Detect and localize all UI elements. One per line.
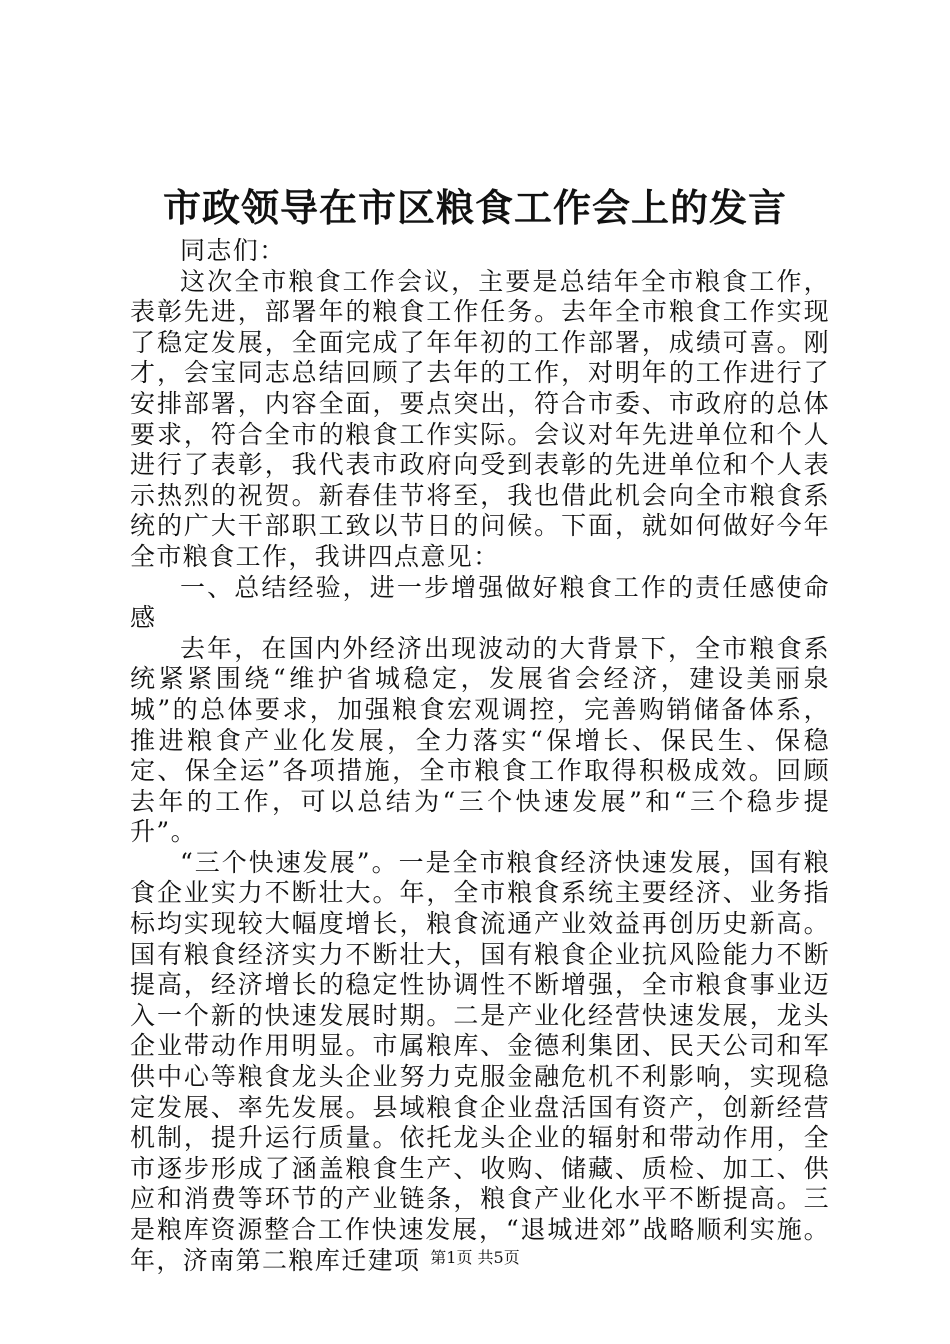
document-body xyxy=(130,236,830,1276)
paragraph-review: 去年，在国内外经济出现波动的大背景下，全市粮食系统紧紧围绕“维护省城稳定，发展省会经济，建设美丽泉城”的总体要求，加强粮食宏观调控，完善购销储备体系，推进粮食产业化发展，全力落实“保增长、保民生、保稳定、保全运”各项措施，全市粮食工作取得积极成效。回顾去年的工作，可以总结为“三个快速发展”和“三个稳步提升”。 xyxy=(130,633,830,847)
section-heading: 一、总结经验，进一步增强做好粮食工作的责任感使命感 xyxy=(130,572,830,633)
paragraph-three-developments: “三个快速发展”。一是全市粮食经济快速发展，国有粮食企业实力不断壮大。年，全市粮食系统主要经济、业务指标均实现较大幅度增长，粮食流通产业效益再创历史新高。国有粮食经济实力不断壮大，国有粮食企业抗风险能力不断提高，经济增长的稳定性协调性不断增强，全市粮食事业迈入一个新的快速发展时期。二是产业化经营快速发展，龙头企业带动作用明显。市属粮库、金德利集团、民天公司和军供中心等粮食龙头企业努力克服金融危机不利影响，实现稳定发展、率先发展。县域粮食企业盘活国有资产，创新经营机制，提升运行质量。依托龙头企业的辐射和带动作用，全市逐步形成了涵盖粮食生产、收购、储藏、质检、加工、供应和消费等环节的产业链条，粮食产业化水平不断提高。三是粮库资源整合工作快速发展，“退城进郊”战略顺利实施。年，济南第二粮库迁建项 xyxy=(130,847,830,1275)
paragraph-intro: 这次全市粮食工作会议，主要是总结年全市粮食工作，表彰先进，部署年的粮食工作任务。去年全市粮食工作实现了稳定发展，全面完成了年年初的工作部署，成绩可喜。刚才，会宝同志总结回顾了去年的工作，对明年的工作进行了安排部署，内容全面，要点突出，符合市委、市政府的总体要求，符合全市的粮食工作实际。会议对年先进单位和个人进行了表彰，我代表市政府向受到表彰的先进单位和个人表示热烈的祝贺。新春佳节将至，我也借此机会向全市粮食系统的广大干部职工致以节日的问候。下面，就如何做好今年全市粮食工作，我讲四点意见： xyxy=(130,266,830,571)
document-title: 市政领导在市区粮食工作会上的发言 xyxy=(162,185,787,230)
page-footer: 第1页 共5页 xyxy=(430,1248,520,1267)
salutation: 同志们： xyxy=(180,236,286,265)
